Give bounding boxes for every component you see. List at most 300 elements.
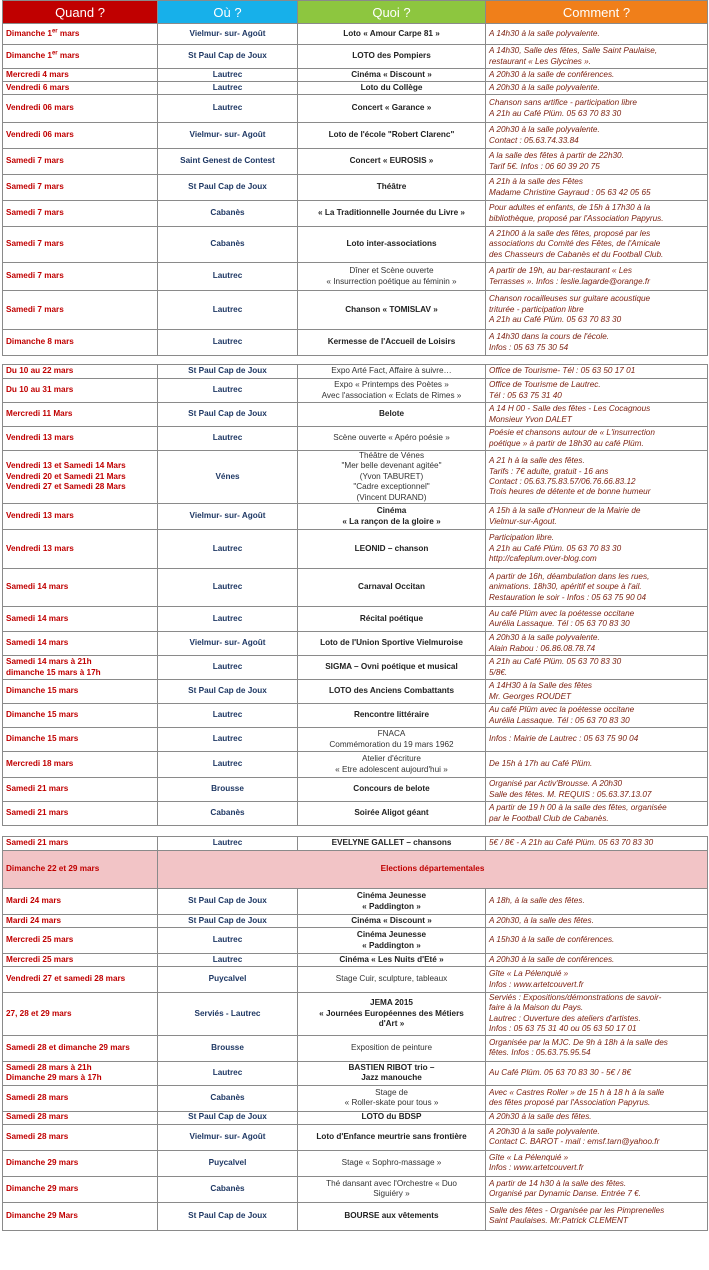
cell-where xyxy=(158,201,298,227)
cell-what xyxy=(298,1176,486,1202)
cell-where xyxy=(158,889,298,915)
cell-how xyxy=(486,1202,708,1230)
cell-what xyxy=(298,427,486,451)
cell-how xyxy=(486,504,708,530)
cell-what-line: « Paddington » xyxy=(362,901,421,911)
cell-how xyxy=(486,752,708,778)
cell-what-line: Exposition de peinture xyxy=(350,1042,433,1052)
cell-what-line: « Etre adolescent aujourd'hui » xyxy=(335,764,448,774)
cell-where xyxy=(158,123,298,149)
table-row xyxy=(3,1061,708,1085)
cell-what-line: Cinéma « Les Nuits d'Eté » xyxy=(339,954,444,964)
cell-how-line: Chanson rocailleuses sur guitare acoustique xyxy=(489,294,651,304)
cell-where xyxy=(158,802,298,826)
cell-how-line: A la salle des fêtes à partir de 22h30. xyxy=(489,151,624,161)
cell-how-line: Pour adultes et enfants, de 15h à 17h30 à la xyxy=(489,203,651,213)
cell-what-line: Loto du Collège xyxy=(360,82,423,92)
cell-when xyxy=(3,82,158,95)
cell-what-line: (Yvon TABURET) xyxy=(359,471,424,481)
cell-how-line: A partir de 16h, déambulation dans les rues, xyxy=(489,571,650,581)
cell-what-line: LOTO des Pompiers xyxy=(352,51,431,61)
cell-when xyxy=(3,403,158,427)
cell-when-line: Vendredi 06 mars xyxy=(6,130,74,140)
cell-how xyxy=(486,291,708,330)
cell-how-line: A 20h30 à la salle polyvalente. xyxy=(489,125,600,135)
cell-how xyxy=(486,802,708,826)
cell-how xyxy=(486,1035,708,1061)
cell-what-line: Théâtre xyxy=(376,182,407,192)
cell-what-line: Cinéma Jeunesse xyxy=(356,891,427,901)
table-row xyxy=(3,802,708,826)
cell-when xyxy=(3,680,158,704)
cell-how-line: Tarif 5€. Infos : 06 60 39 20 75 xyxy=(489,161,600,171)
cell-what xyxy=(298,837,486,851)
cell-when-line: Samedi 7 mars xyxy=(6,156,64,166)
table-row xyxy=(3,704,708,728)
cell-when xyxy=(3,263,158,291)
cell-where-line: Cabanès xyxy=(210,208,245,218)
cell-what-line: Concert « Garance » xyxy=(351,103,432,113)
cell-where-line: Lautrec xyxy=(212,613,243,623)
cell-when-line: Samedi 7 mars xyxy=(6,182,64,192)
cell-when-line: Samedi 14 mars xyxy=(6,613,69,623)
cell-how-line: A partir de 14 h30 à la salle des fêtes. xyxy=(489,1178,627,1188)
cell-how-line: A 21 h à la salle des fêtes. xyxy=(489,456,585,466)
cell-when xyxy=(3,1085,158,1111)
cell-what xyxy=(298,69,486,82)
cell-what-line: Scène ouverte « Apéro poésie » xyxy=(333,433,450,443)
cell-where-line: St Paul Cap de Joux xyxy=(188,896,267,906)
cell-where xyxy=(158,427,298,451)
cell-when-line: Vendredi 13 et Samedi 14 Mars xyxy=(6,461,126,471)
table-row xyxy=(3,427,708,451)
cell-what xyxy=(298,928,486,954)
cell-what xyxy=(298,379,486,403)
cell-when-line: dimanche 15 mars à 17h xyxy=(6,667,101,677)
cell-when xyxy=(3,1035,158,1061)
cell-how-line: Contact : 05.63.75.83.57/06.76.66.83.12 xyxy=(489,477,636,487)
cell-how-line: poétique » à partir de 18h30 au café Plüm. xyxy=(489,438,644,448)
section-1-body xyxy=(3,24,708,356)
cell-when xyxy=(3,175,158,201)
table-row xyxy=(3,201,708,227)
cell-when-line: Samedi 7 mars xyxy=(6,271,64,281)
cell-when xyxy=(3,1176,158,1202)
cell-where xyxy=(158,607,298,632)
cell-how-line: Au café Plüm avec la poétesse occitane xyxy=(489,705,635,715)
cell-where-line: Lautrec xyxy=(212,543,243,553)
cell-when xyxy=(3,123,158,149)
cell-what-line: SIGMA – Ovni poétique et musical xyxy=(325,662,458,672)
cell-how xyxy=(486,928,708,954)
cell-how-line: A 14H30 à la Salle des fêtes xyxy=(489,681,593,691)
cell-how xyxy=(486,451,708,504)
cell-when-line: Mercredi 25 mars xyxy=(6,935,74,945)
cell-how-line: Vielmur-sur-Agout. xyxy=(489,516,557,526)
cell-how-line: des fêtes proposé par l'Association Papyrus. xyxy=(489,1098,651,1108)
cell-how xyxy=(486,379,708,403)
cell-when-line: Samedi 14 mars xyxy=(6,582,69,592)
table-row xyxy=(3,24,708,45)
cell-when xyxy=(3,451,158,504)
cell-where-line: Puycalvel xyxy=(208,1157,247,1167)
cell-how xyxy=(486,656,708,680)
cell-when xyxy=(3,607,158,632)
table-row xyxy=(3,1176,708,1202)
cell-where-line: St Paul Cap de Joux xyxy=(188,1210,267,1220)
cell-what xyxy=(298,728,486,752)
cell-what-line: « Journées Européennes des Métiers xyxy=(319,1008,464,1018)
cell-when-line: Dimanche 29 mars xyxy=(6,1183,79,1193)
cell-how-line: A 15h à la salle d'Honneur de la Mairie de xyxy=(489,506,641,516)
cell-where-line: Vielmur- sur- Agoût xyxy=(189,1131,266,1141)
cell-how xyxy=(486,607,708,632)
cell-what-line: BOURSE aux vêtements xyxy=(344,1210,439,1220)
cell-when-line: Du 10 au 31 mars xyxy=(6,385,74,395)
table-row xyxy=(3,175,708,201)
cell-what-line: Commémoration du 19 mars 1962 xyxy=(329,739,454,749)
cell-when xyxy=(3,1061,158,1085)
cell-how xyxy=(486,123,708,149)
cell-what-line: Atelier d'écriture xyxy=(362,754,421,764)
cell-how xyxy=(486,45,708,69)
cell-where-line: St Paul Cap de Joux xyxy=(188,366,267,376)
cell-when-line: Samedi 28 mars xyxy=(6,1131,69,1141)
cell-where-line: Lautrec xyxy=(212,759,243,769)
cell-how-line: Mr. Georges ROUDET xyxy=(489,691,572,701)
cell-how-line: Office de Tourisme- Tél : 05 63 50 17 01 xyxy=(489,366,636,376)
cell-where-line: Lautrec xyxy=(212,271,243,281)
cell-how-line: Monsieur Yvon DALET xyxy=(489,414,572,424)
cell-what-line: d'Art » xyxy=(378,1019,405,1029)
cell-when-line: Vendredi 13 mars xyxy=(6,543,74,553)
cell-what xyxy=(298,632,486,656)
cell-where xyxy=(158,928,298,954)
cell-how-line: Terrasses ». Infos : leslie.lagarde@orange.fr xyxy=(489,276,650,286)
cell-when xyxy=(3,1150,158,1176)
cell-what-line: Expo « Printemps des Poètes » xyxy=(334,380,449,390)
cell-how-line: Organisé par Activ'Brousse. A 20h30 xyxy=(489,779,623,789)
cell-what xyxy=(298,778,486,802)
cell-how-line: A 20h30 à la salle polyvalente. xyxy=(489,1126,600,1136)
cell-what xyxy=(298,149,486,175)
cell-what-line: "Cadre exceptionnel" xyxy=(353,482,430,492)
cell-where-line: Cabanès xyxy=(210,1183,245,1193)
cell-where xyxy=(158,365,298,379)
cell-what-line: Expo Arté Fact, Affaire à suivre… xyxy=(331,366,452,376)
cell-what-line: « La Traditionnelle Journée du Livre » xyxy=(318,208,465,218)
cell-what-line: « Roller-skate pour tous » xyxy=(344,1098,439,1108)
cell-how-line: A 14h30 à la salle polyvalente. xyxy=(489,28,600,38)
cell-when-line: Vendredi 20 et Samedi 21 Mars xyxy=(6,471,126,481)
table-row xyxy=(3,954,708,967)
cell-how-line: Au café Plüm avec la poétesse occitane xyxy=(489,608,635,618)
cell-when-line: Samedi 14 mars à 21h xyxy=(6,657,92,667)
cell-what-line: Loto de l'école "Robert Clarenc" xyxy=(328,130,455,140)
cell-how xyxy=(486,263,708,291)
cell-how-line: Chanson sans artifice - participation libre xyxy=(489,98,637,108)
cell-how-line: Restauration le soir - Infos : 05 63 75 90 04 xyxy=(489,592,647,602)
cell-what-line: Loto inter-associations xyxy=(346,239,437,249)
cell-where xyxy=(158,837,298,851)
cell-how-line: Tél : 05 63 75 31 40 xyxy=(489,390,562,400)
cell-where xyxy=(158,704,298,728)
table-row xyxy=(3,778,708,802)
cell-how-line: De 15h à 17h au Café Plüm. xyxy=(489,759,593,769)
cell-when xyxy=(3,889,158,915)
cell-when-line: Mercredi 18 mars xyxy=(6,759,74,769)
cell-how-line: Office de Tourisme de Lautrec. xyxy=(489,380,601,390)
cell-how xyxy=(486,954,708,967)
cell-when-line: Vendredi 27 et samedi 28 mars xyxy=(6,974,126,984)
cell-when-line: Mardi 24 mars xyxy=(6,896,62,906)
table-row xyxy=(3,1111,708,1124)
cell-what-line: « Insurrection poétique au féminin » xyxy=(326,276,457,286)
cell-when-line: Dimanche 8 mars xyxy=(6,337,74,347)
cell-when xyxy=(3,45,158,69)
cell-how-line: A 20h30 à la salle de conférences. xyxy=(489,69,615,79)
table-row xyxy=(3,379,708,403)
cell-how-line: Au Café Plüm. 05 63 70 83 30 - 5€ / 8€ xyxy=(489,1067,632,1077)
cell-how-line: Infos : 05 63 75 30 54 xyxy=(489,342,569,352)
cell-where-line: Lautrec xyxy=(212,838,243,848)
cell-where xyxy=(158,1035,298,1061)
table-row xyxy=(3,123,708,149)
cell-where-line: Brousse xyxy=(211,1042,244,1052)
section-3-body xyxy=(3,837,708,1231)
cell-how-line: Aurélia Lassaque. Tél : 05 63 70 83 30 xyxy=(489,715,630,725)
cell-how xyxy=(486,1085,708,1111)
cell-how xyxy=(486,1061,708,1085)
cell-where xyxy=(158,752,298,778)
cell-when xyxy=(3,427,158,451)
cell-where-line: Puycalvel xyxy=(208,974,247,984)
cell-where xyxy=(158,1085,298,1111)
cell-where xyxy=(158,227,298,263)
table-row xyxy=(3,227,708,263)
cell-where xyxy=(158,82,298,95)
cell-what xyxy=(298,451,486,504)
cell-when-line: Dimanche 15 mars xyxy=(6,734,79,744)
table-row xyxy=(3,95,708,123)
cell-how xyxy=(486,632,708,656)
cell-where xyxy=(158,1111,298,1124)
cell-when xyxy=(3,365,158,379)
table-row xyxy=(3,928,708,954)
cell-when xyxy=(3,954,158,967)
cell-how xyxy=(486,149,708,175)
cell-what-line: Siguiéry » xyxy=(373,1189,410,1199)
table-row xyxy=(3,365,708,379)
cell-where-line: Lautrec xyxy=(212,337,243,347)
cell-what-line: BASTIEN RIBOT trio – xyxy=(348,1062,435,1072)
cell-what-line: Loto de l'Union Sportive Vielmuroise xyxy=(320,638,463,648)
table-row xyxy=(3,680,708,704)
cell-what xyxy=(298,1061,486,1085)
cell-where xyxy=(158,954,298,967)
cell-how-line: fêtes. Infos : 05.63.75.95.54 xyxy=(489,1048,591,1058)
cell-what xyxy=(298,680,486,704)
election-row xyxy=(3,851,708,889)
agenda-table-3 xyxy=(2,836,708,1231)
table-row xyxy=(3,752,708,778)
cell-when xyxy=(3,24,158,45)
cell-when xyxy=(3,778,158,802)
cell-where-line: Vielmur- sur- Agoût xyxy=(189,638,266,648)
cell-what xyxy=(298,656,486,680)
cell-what-line: Thé dansant avec l'Orchestre « Duo xyxy=(326,1178,457,1188)
cell-when xyxy=(3,802,158,826)
cell-how xyxy=(486,778,708,802)
cell-where xyxy=(158,45,298,69)
cell-how-line: Infos : www.artetcouvert.fr xyxy=(489,979,584,989)
cell-where-line: Lautrec xyxy=(212,935,243,945)
cell-what xyxy=(298,954,486,967)
cell-when-line: Dimanche 29 mars à 17h xyxy=(6,1073,102,1083)
cell-where xyxy=(158,95,298,123)
cell-how-line: Salle des fêtes - Organisée par les Pimprenelles xyxy=(489,1205,665,1215)
cell-how-line: faire à la Maison du Pays. xyxy=(489,1003,584,1013)
cell-when-line: Vendredi 6 mars xyxy=(6,82,70,92)
table-row xyxy=(3,263,708,291)
cell-where xyxy=(158,967,298,993)
cell-how xyxy=(486,365,708,379)
cell-where-line: Lautrec xyxy=(212,82,243,92)
cell-how-line: Avec « Castres Roller » de 15 h à 18 h à la salle xyxy=(489,1087,665,1097)
cell-how-line: 5/8€. xyxy=(489,667,508,677)
cell-what-line: LOTO du BDSP xyxy=(361,1112,422,1122)
cell-how-line: Gîte « La Pélenquié » xyxy=(489,969,569,979)
table-row xyxy=(3,967,708,993)
cell-where xyxy=(158,291,298,330)
cell-where-line: Cabanès xyxy=(210,1092,245,1102)
cell-how-line: A partir de 19h, au bar-restaurant « Les xyxy=(489,266,632,276)
cell-when-line: Samedi 14 mars xyxy=(6,638,69,648)
cell-how xyxy=(486,915,708,928)
cell-what xyxy=(298,45,486,69)
cell-what-line: Soirée Aligot géant xyxy=(354,808,429,818)
cell-what xyxy=(298,504,486,530)
table-row xyxy=(3,149,708,175)
table-row xyxy=(3,330,708,356)
cell-how-line: A 15h30 à la salle de conférences. xyxy=(489,935,615,945)
cell-where xyxy=(158,403,298,427)
cell-what-line: Avec l'association « Eclats de Rimes » xyxy=(321,390,462,400)
cell-how xyxy=(486,680,708,704)
cell-how-line: Infos : www.artetcouvert.fr xyxy=(489,1163,584,1173)
cell-where-line: Lautrec xyxy=(212,662,243,672)
cell-what xyxy=(298,227,486,263)
cell-where xyxy=(158,569,298,607)
cell-what-line: FNACA xyxy=(377,729,406,739)
cell-when xyxy=(3,656,158,680)
cell-how xyxy=(486,82,708,95)
cell-how xyxy=(486,330,708,356)
cell-how-line: bibliothèque, proposé par l'Association Papyrus. xyxy=(489,213,664,223)
cell-how-line: Participation libre. xyxy=(489,533,555,543)
cell-how-line: A 20h30 à la salle des fêtes. xyxy=(489,1112,592,1122)
cell-what-line: Cinéma « Discount » xyxy=(351,69,432,79)
cell-what xyxy=(298,403,486,427)
cell-what-line: Rencontre littéraire xyxy=(353,710,430,720)
cell-when xyxy=(3,967,158,993)
cell-how-line: Lautrec : Ouverture des ateliers d'artistes. xyxy=(489,1013,641,1023)
cell-where xyxy=(158,69,298,82)
cell-when-line: Dimanche 15 mars xyxy=(6,710,79,720)
cell-where-line: Vielmur- sur- Agoût xyxy=(189,511,266,521)
cell-what xyxy=(298,889,486,915)
cell-what xyxy=(298,291,486,330)
table-row xyxy=(3,607,708,632)
cell-how-line: A 21h au Café Plüm. 05 63 70 83 30 xyxy=(489,315,622,325)
cell-what xyxy=(298,607,486,632)
header-how: Comment ? xyxy=(486,1,708,24)
table-row xyxy=(3,1150,708,1176)
cell-how-line: A 21h au Café Plüm. 05 63 70 83 30 xyxy=(489,543,622,553)
cell-what xyxy=(298,1085,486,1111)
cell-when xyxy=(3,915,158,928)
cell-when xyxy=(3,837,158,851)
cell-how xyxy=(486,1176,708,1202)
cell-how xyxy=(486,837,708,851)
cell-when xyxy=(3,201,158,227)
cell-when xyxy=(3,504,158,530)
cell-when-line: Samedi 7 mars xyxy=(6,239,64,249)
cell-what-line: Chanson « TOMISLAV » xyxy=(345,304,438,314)
table-row xyxy=(3,403,708,427)
cell-what xyxy=(298,1202,486,1230)
cell-where-line: Vielmur- sur- Agoût xyxy=(189,28,266,38)
cell-how xyxy=(486,24,708,45)
table-row xyxy=(3,632,708,656)
cell-how-line: A 14h30, Salle des fêtes, Salle Saint Paulaise, xyxy=(489,46,658,56)
cell-when xyxy=(3,728,158,752)
table-row xyxy=(3,889,708,915)
cell-when xyxy=(3,569,158,607)
cell-what xyxy=(298,175,486,201)
cell-how-line: A 21h à la salle des Fêtes xyxy=(489,177,583,187)
cell-when-line: Vendredi 27 et Samedi 28 Mars xyxy=(6,482,126,492)
cell-where xyxy=(158,330,298,356)
cell-how-line: Organisé par Dynamic Danse. Entrée 7 €. xyxy=(489,1189,641,1199)
cell-when-line: Dimanche 1er mars xyxy=(6,50,80,61)
cell-when xyxy=(3,291,158,330)
cell-what xyxy=(298,365,486,379)
table-row xyxy=(3,837,708,851)
cell-how xyxy=(486,69,708,82)
table-row xyxy=(3,1035,708,1061)
cell-when-line: Dimanche 1er mars xyxy=(6,28,80,38)
cell-how-line: A partir de 19 h 00 à la salle des fêtes, organisée xyxy=(489,803,667,813)
cell-where-line: Lautrec xyxy=(212,1067,243,1077)
cell-where-line: St Paul Cap de Joux xyxy=(188,1112,267,1122)
cell-when-line: Samedi 28 mars xyxy=(6,1112,69,1122)
cell-what xyxy=(298,201,486,227)
cell-what xyxy=(298,967,486,993)
cell-when xyxy=(3,704,158,728)
cell-how-line: Alain Rabou : 06.86.08.78.74 xyxy=(489,643,596,653)
cell-how-line: restaurant « Les Glycines ». xyxy=(489,56,591,66)
cell-where-line: Cabanès xyxy=(210,239,245,249)
table-row xyxy=(3,69,708,82)
cell-how-line: Trois heures de détente et de bonne humeur xyxy=(489,487,651,497)
cell-how-line: animations. 18h30, apéritif et soupe à l'ail. xyxy=(489,582,642,592)
cell-what-line: Concert « EUROSIS » xyxy=(349,156,434,166)
cell-when xyxy=(3,928,158,954)
cell-what xyxy=(298,123,486,149)
cell-when-line: Dimanche 29 mars xyxy=(6,1157,79,1167)
cell-what-line: JEMA 2015 xyxy=(370,998,413,1008)
